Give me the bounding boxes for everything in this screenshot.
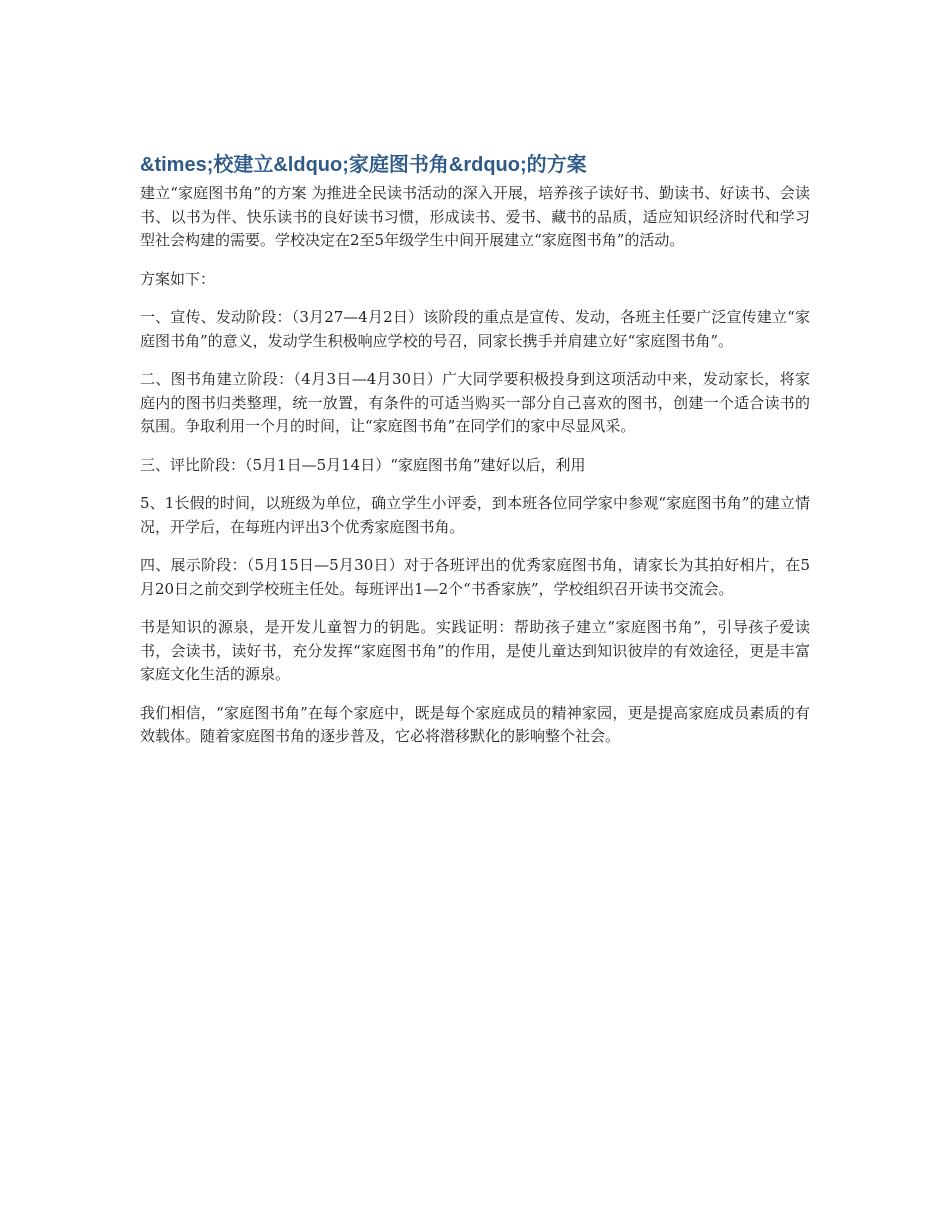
paragraph-intro: 建立“家庭图书角”的方案 为推进全民读书活动的深入开展，培养孩子读好书、勤读书、好读书、会读书、以书为伴、快乐读书的良好读书习惯，形成读书、爱书、藏书的品质，适应知识经济时代和学习型社会构建的需要。学校决定在2至5年级学生中间开展建立“家庭图书角”的活动。 <box>140 184 810 249</box>
paragraph-stage-two: 二、图书角建立阶段：（4月3日—4月30日）广大同学要积极投身到这项活动中来，发动家长，将家庭内的图书归类整理，统一放置，有条件的可适当购买一部分自己喜欢的图书，创建一个适合读书的氛围。争取利用一个月的时间，让“家庭图书角”在同学们的家中尽显风采。 <box>140 370 810 435</box>
document-title: &times;校建立&ldquo;家庭图书角&rdquo;的方案 <box>140 154 587 176</box>
document-page <box>140 150 810 764</box>
paragraph-stage-one: 一、宣传、发动阶段：（3月27—4月2日）该阶段的重点是宣传、发动，各班主任要广泛宣传建立“家庭图书角”的意义，发动学生积极响应学校的号召，同家长携手并肩建立好“家庭图书角”。 <box>140 308 810 350</box>
paragraph-plan-heading: 方案如下： <box>140 269 216 288</box>
paragraph-closing: 我们相信，“家庭图书角”在每个家庭中，既是每个家庭成员的精神家园，更是提高家庭成员素质的有效载体。随着家庭图书角的逐步普及，它必将潜移默化的影响整个社会。 <box>140 703 810 745</box>
paragraph-stage-three-detail: 5、1长假的时间，以班级为单位，确立学生小评委，到本班各位同学家中参观“家庭图书角”的建立情况，开学后，在每班内评出3个优秀家庭图书角。 <box>140 494 810 536</box>
paragraph-stage-three: 三、评比阶段：（5月1日—5月14日）“家庭图书角”建好以后，利用 <box>140 455 586 474</box>
paragraph-stage-four: 四、展示阶段：（5月15日—5月30日）对于各班评出的优秀家庭图书角，请家长为其拍好相片，在5月20日之前交到学校班主任处。每班评出1—2个“书香家族”，学校组织召开读书交流会。 <box>140 556 810 598</box>
paragraph-conclusion: 书是知识的源泉，是开发儿童智力的钥匙。实践证明：帮助孩子建立“家庭图书角”，引导孩子爱读书，会读书，读好书，充分发挥“家庭图书角”的作用，是使儿童达到知识彼岸的有效途径，更是丰富家庭文化生活的源泉。 <box>140 618 810 683</box>
